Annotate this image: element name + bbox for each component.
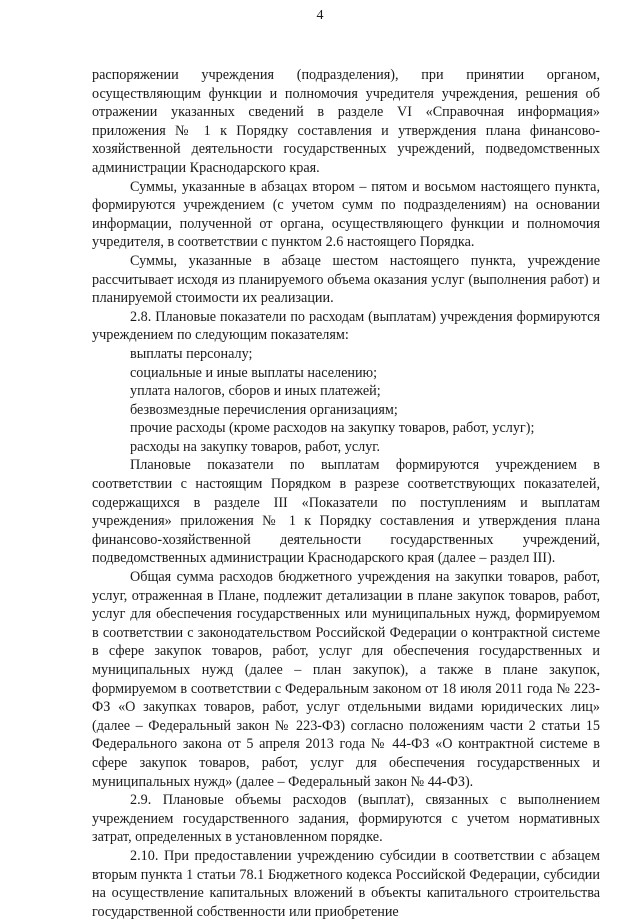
paragraph-section-2-8: 2.8. Плановые показатели по расходам (выплатам) учреждения формируются учреждением по следующим показателям: xyxy=(92,308,600,344)
paragraph: Общая сумма расходов бюджетного учреждения на закупки товаров, работ, услуг, отраженная в Плане, подлежит детализации в плане закупок товаров, работ, услуг для обеспечения государственных или муниципальных нужд, формируемом в соответствии с законодательством Российской Федерации о контрактной системе в сфере закупок товаров, работ, услуг для обеспечения государственных и муниципальных нужд (далее – план закупок), а также в плане закупок, формируемом в соответствии с Федеральным законом от 18 июля 2011 года № 223-ФЗ «О закупках товаров, работ, услуг отдельными видами юридических лиц» (далее – Федеральный закон № 223-ФЗ) согласно положениям части 2 статьи 15 Федерального закона от 5 апреля 2013 года № 44-ФЗ «О контрактной системе в сфере закупок товаров, работ, услуг для обеспечения государственных и муниципальных нужд» (далее – Федеральный закон № 44-ФЗ). xyxy=(92,569,600,790)
list-item: расходы на закупку товаров, работ, услуг. xyxy=(130,438,381,455)
document-body xyxy=(92,66,600,921)
paragraph-section-2-10: 2.10. При предоставлении учреждению субсидии в соответствии с абзацем вторым пункта 1 статьи 78.1 Бюджетного кодекса Российской Федерации, субсидии на осуществление капитальных вложений в объекты капитального строительства государственной собственности или приобретение xyxy=(92,847,600,920)
paragraph: Плановые показатели по выплатам формируются учреждением в соответствии с настоящим Порядком в разрезе соответствующих показателей, содержащихся в разделе III «Показатели по поступлениям и выплатам учреждения» приложения № 1 к Порядку составления и утверждения плана финансово-хозяйственной деятельности государственных учреждений, подведомственных администрации Краснодарского края (далее – раздел III). xyxy=(92,457,600,567)
list-item: безвозмездные перечисления организациям; xyxy=(130,401,398,418)
paragraph-section-2-9: 2.9. Плановые объемы расходов (выплат), связанных с выполнением учреждением государственного задания, формируются с учетом нормативных затрат, определенных в установленном порядке. xyxy=(92,792,600,846)
list-item: социальные и иные выплаты населению; xyxy=(130,364,378,381)
paragraph: Суммы, указанные в абзацах втором – пятом и восьмом настоящего пункта, формируются учреждением (с учетом сумм по подразделениям) на основании информации, полученной от органа, осуществляющего функции и полномочия учредителя, в соответствии с пунктом 2.6 настоящего Порядка. xyxy=(92,178,600,251)
paragraph: Суммы, указанные в абзаце шестом настоящего пункта, учреждение рассчитывает исходя из планируемого объема оказания услуг (выполнения работ) и планируемой стоимости их реализации. xyxy=(92,252,600,307)
list-item: прочие расходы (кроме расходов на закупку товаров, работ, услуг); xyxy=(130,420,535,437)
list-item: выплаты персоналу; xyxy=(130,345,253,362)
page-number: 4 xyxy=(316,8,324,23)
paragraph-continuation: распоряжении учреждения (подразделения), при принятии органом, осуществляющим функции и полномочия учредителя учреждения, решения об отражении указанных сведений в разделе VI «Справочная информация» приложения № 1 к Порядку составления и утверждения плана финансово-хозяйственной деятельности государственных учреждений, подведомственных администрации Краснодарского края. xyxy=(92,67,600,176)
list-item: уплата налогов, сборов и иных платежей; xyxy=(130,383,381,400)
